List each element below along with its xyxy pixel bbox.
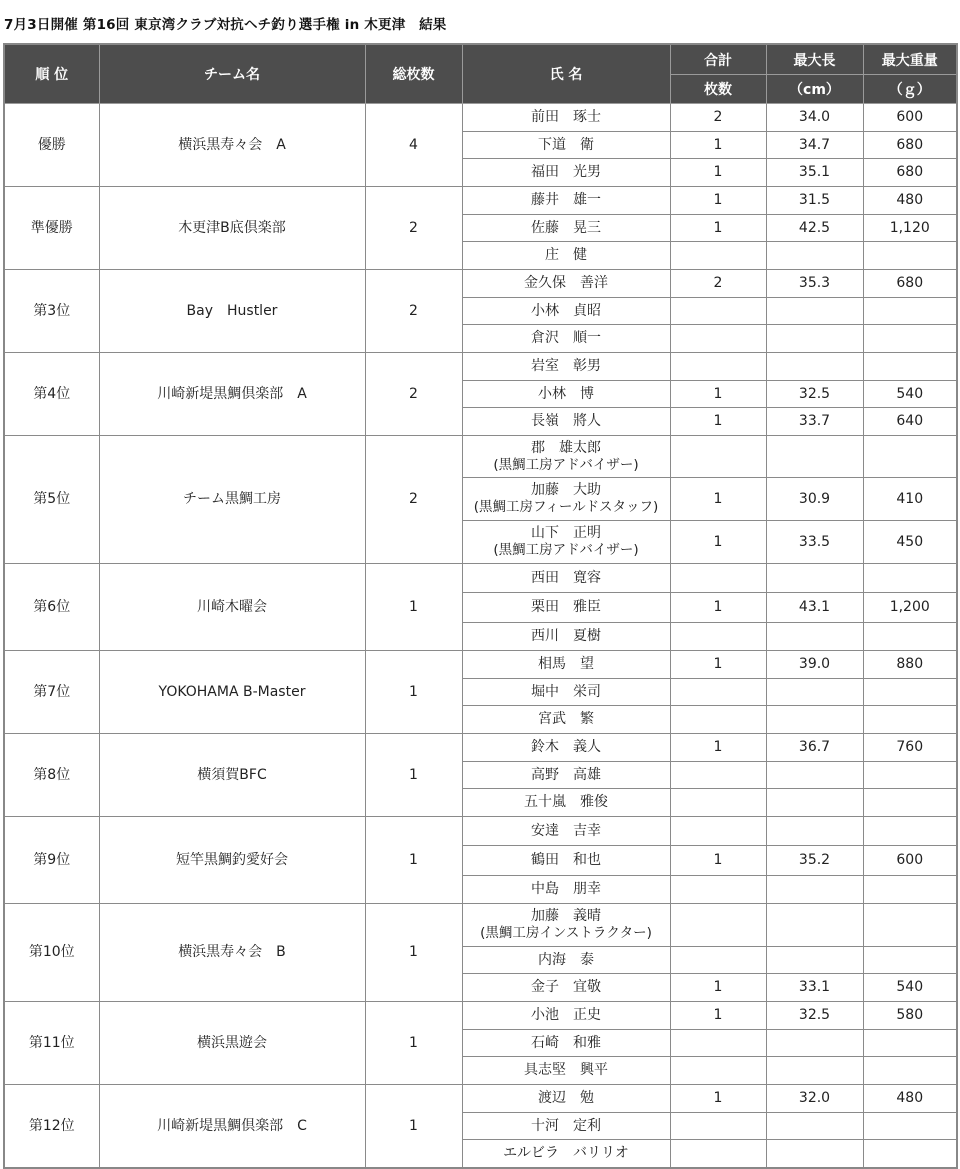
member-name: 郡 雄太郎	[531, 439, 601, 456]
team-cell: 木更津B底倶楽部	[99, 187, 365, 270]
count-cell: 1	[670, 478, 766, 521]
rank-cell: 第4位	[4, 353, 99, 436]
total-cell: 4	[365, 104, 462, 187]
weight-cell	[863, 1030, 957, 1057]
member-name-cell	[462, 1057, 670, 1085]
length-cell: 33.7	[766, 408, 863, 436]
team-cell: YOKOHAMA B-Master	[99, 651, 365, 734]
count-cell	[670, 904, 766, 947]
total-cell: 2	[365, 436, 462, 564]
header-count-bottom: 枚数	[670, 75, 766, 104]
count-cell	[670, 564, 766, 593]
length-cell	[766, 789, 863, 817]
member-name: 西川 夏樹	[531, 628, 601, 644]
total-cell: 2	[365, 353, 462, 436]
total-cell: 1	[365, 564, 462, 651]
length-cell: 34.0	[766, 104, 863, 132]
member-name: 長嶺 將人	[531, 413, 601, 429]
rank-cell: 第7位	[4, 651, 99, 734]
member-name-cell	[462, 789, 670, 817]
team-cell: 横浜黒寿々会 B	[99, 904, 365, 1002]
member-name-cell	[462, 651, 670, 679]
member-name-cell	[462, 436, 670, 478]
member-name: 五十嵐 雅俊	[524, 794, 608, 810]
member-affiliation: (黒鯛工房アドバイザー)	[493, 542, 639, 558]
table-row	[4, 1085, 957, 1113]
member-name-cell	[462, 187, 670, 215]
member-name-cell	[462, 1002, 670, 1030]
table-row	[4, 187, 957, 215]
weight-cell	[863, 564, 957, 593]
weight-cell	[863, 1140, 957, 1169]
member-name: 具志堅 興平	[524, 1062, 608, 1078]
member-name: 栗田 雅臣	[531, 599, 601, 615]
length-cell	[766, 298, 863, 325]
member-name: 佐藤 晃三	[531, 219, 601, 236]
member-name: 庄 健	[545, 247, 587, 263]
team-cell: チーム黒鯛工房	[99, 436, 365, 564]
weight-cell	[863, 947, 957, 974]
table-row	[4, 564, 957, 593]
total-cell: 1	[365, 904, 462, 1002]
total-cell: 1	[365, 1002, 462, 1085]
weight-cell	[863, 876, 957, 904]
weight-cell	[863, 242, 957, 270]
member-name: 藤井 雄一	[531, 192, 601, 208]
table-header	[4, 44, 957, 104]
member-name-cell	[462, 564, 670, 593]
team-cell: 短竿黒鯛釣愛好会	[99, 817, 365, 904]
count-cell: 1	[670, 651, 766, 679]
member-name-cell	[462, 1113, 670, 1140]
member-name: 内海 泰	[538, 951, 594, 968]
total-cell: 2	[365, 187, 462, 270]
member-name-cell	[462, 325, 670, 353]
member-name: 金子 宜敬	[531, 979, 601, 995]
table-row	[4, 436, 957, 478]
member-name: 高野 高雄	[531, 766, 601, 783]
weight-cell	[863, 623, 957, 651]
member-name-cell	[462, 270, 670, 298]
weight-cell: 640	[863, 408, 957, 436]
member-name-cell	[462, 1085, 670, 1113]
count-cell	[670, 817, 766, 846]
member-name: 堀中 栄司	[531, 683, 601, 700]
member-name-cell	[462, 817, 670, 846]
length-cell: 31.5	[766, 187, 863, 215]
weight-cell: 540	[863, 974, 957, 1002]
member-name: エルビラ バリリオ	[503, 1145, 629, 1161]
count-cell	[670, 706, 766, 734]
count-cell: 2	[670, 270, 766, 298]
weight-cell: 450	[863, 521, 957, 564]
length-cell: 33.1	[766, 974, 863, 1002]
results-table	[3, 43, 958, 1169]
length-cell: 34.7	[766, 132, 863, 159]
length-cell: 32.5	[766, 381, 863, 408]
member-name-cell	[462, 623, 670, 651]
weight-cell: 680	[863, 270, 957, 298]
count-cell: 1	[670, 381, 766, 408]
count-cell	[670, 947, 766, 974]
member-name-cell	[462, 876, 670, 904]
member-name-cell	[462, 706, 670, 734]
length-cell	[766, 904, 863, 947]
table-row	[4, 904, 957, 947]
weight-cell	[863, 1057, 957, 1085]
weight-cell: 680	[863, 132, 957, 159]
count-cell	[670, 762, 766, 789]
member-name-cell	[462, 1030, 670, 1057]
member-name: 鈴木 義人	[531, 739, 601, 755]
length-cell: 33.5	[766, 521, 863, 564]
length-cell	[766, 242, 863, 270]
table-row	[4, 651, 957, 679]
member-affiliation: (黒鯛工房インストラクター)	[480, 925, 652, 941]
member-name: 鶴田 和也	[531, 852, 601, 868]
count-cell	[670, 1140, 766, 1169]
team-cell: 川崎新堤黒鯛倶楽部 C	[99, 1085, 365, 1169]
count-cell	[670, 1057, 766, 1085]
weight-cell: 680	[863, 159, 957, 187]
member-name: 前田 琢士	[531, 109, 601, 125]
weight-cell	[863, 762, 957, 789]
weight-cell: 410	[863, 478, 957, 521]
count-cell	[670, 353, 766, 381]
length-cell	[766, 706, 863, 734]
weight-cell: 1,200	[863, 593, 957, 623]
length-cell	[766, 353, 863, 381]
member-name: 加藤 義晴	[531, 908, 601, 924]
team-cell: 横浜黒遊会	[99, 1002, 365, 1085]
table-row	[4, 734, 957, 762]
member-affiliation: (黒鯛工房アドバイザー)	[493, 456, 639, 473]
table-row	[4, 1002, 957, 1030]
total-cell: 1	[365, 651, 462, 734]
member-name: 十河 定利	[531, 1117, 601, 1134]
count-cell	[670, 789, 766, 817]
total-cell: 1	[365, 1085, 462, 1169]
member-name-cell	[462, 734, 670, 762]
length-cell	[766, 564, 863, 593]
member-name-cell	[462, 478, 670, 521]
weight-cell: 480	[863, 1085, 957, 1113]
rank-cell: 第11位	[4, 1002, 99, 1085]
member-name-cell	[462, 132, 670, 159]
member-name-cell	[462, 521, 670, 564]
member-name-cell	[462, 159, 670, 187]
rank-cell: 第8位	[4, 734, 99, 817]
weight-cell	[863, 298, 957, 325]
length-cell	[766, 325, 863, 353]
count-cell	[670, 1030, 766, 1057]
member-name: 渡辺 勉	[538, 1090, 594, 1106]
length-cell	[766, 436, 863, 478]
total-cell: 1	[365, 817, 462, 904]
count-cell: 2	[670, 104, 766, 132]
member-name-cell	[462, 947, 670, 974]
count-cell: 1	[670, 1002, 766, 1030]
header-rank: 順 位	[4, 44, 99, 104]
length-cell	[766, 1140, 863, 1169]
member-name: 山下 正明	[531, 525, 601, 541]
rank-cell: 第9位	[4, 817, 99, 904]
table-row	[4, 817, 957, 846]
count-cell: 1	[670, 215, 766, 242]
rank-cell: 準優勝	[4, 187, 99, 270]
member-name: 安達 吉幸	[531, 822, 601, 839]
length-cell: 39.0	[766, 651, 863, 679]
length-cell: 30.9	[766, 478, 863, 521]
count-cell	[670, 623, 766, 651]
count-cell: 1	[670, 408, 766, 436]
member-name-cell	[462, 846, 670, 876]
table-row	[4, 104, 957, 132]
header-count-top: 合計	[670, 44, 766, 75]
weight-cell	[863, 679, 957, 706]
count-cell: 1	[670, 187, 766, 215]
count-cell: 1	[670, 521, 766, 564]
count-cell	[670, 325, 766, 353]
team-cell: 横浜黒寿々会 A	[99, 104, 365, 187]
member-name: 加藤 大助	[531, 482, 601, 498]
weight-cell	[863, 436, 957, 478]
weight-cell: 580	[863, 1002, 957, 1030]
weight-cell	[863, 789, 957, 817]
member-name: 小林 博	[538, 385, 594, 402]
rank-cell: 第10位	[4, 904, 99, 1002]
page-title: 7月3日開催 第16回 東京湾クラブ対抗ヘチ釣り選手権 in 木更津 結果	[4, 17, 447, 33]
count-cell: 1	[670, 734, 766, 762]
count-cell: 1	[670, 974, 766, 1002]
weight-cell	[863, 1113, 957, 1140]
member-name: 岩室 彰男	[531, 358, 601, 374]
length-cell	[766, 1057, 863, 1085]
length-cell	[766, 817, 863, 846]
member-name: 西田 寛容	[531, 569, 601, 586]
team-cell: 川崎新堤黒鯛倶楽部 A	[99, 353, 365, 436]
member-name-cell	[462, 104, 670, 132]
member-name: 下道 衛	[538, 136, 594, 153]
weight-cell: 600	[863, 846, 957, 876]
member-name-cell	[462, 298, 670, 325]
length-cell	[766, 623, 863, 651]
length-cell: 35.1	[766, 159, 863, 187]
length-cell	[766, 1030, 863, 1057]
table-row	[4, 270, 957, 298]
count-cell: 1	[670, 159, 766, 187]
length-cell: 43.1	[766, 593, 863, 623]
count-cell	[670, 1113, 766, 1140]
weight-cell: 480	[863, 187, 957, 215]
length-cell	[766, 679, 863, 706]
length-cell: 35.2	[766, 846, 863, 876]
member-affiliation: (黒鯛工房フィールドスタッフ)	[473, 499, 659, 515]
weight-cell	[863, 904, 957, 947]
member-name: 福田 光男	[531, 164, 601, 180]
count-cell	[670, 679, 766, 706]
header-weight-top: 最大重量	[863, 44, 957, 75]
count-cell: 1	[670, 846, 766, 876]
rank-cell: 第12位	[4, 1085, 99, 1169]
member-name-cell	[462, 593, 670, 623]
rank-cell: 第5位	[4, 436, 99, 564]
total-cell: 1	[365, 734, 462, 817]
member-name: 石崎 和雅	[531, 1034, 601, 1051]
weight-cell: 540	[863, 381, 957, 408]
team-cell: 川崎木曜会	[99, 564, 365, 651]
member-name: 小池 正史	[531, 1007, 601, 1023]
member-name: 中島 朋幸	[531, 881, 601, 897]
header-weight-bottom: （ｇ）	[863, 75, 957, 104]
count-cell	[670, 876, 766, 904]
member-name-cell	[462, 408, 670, 436]
member-name-cell	[462, 974, 670, 1002]
length-cell	[766, 947, 863, 974]
count-cell: 1	[670, 1085, 766, 1113]
team-cell: 横須賀BFC	[99, 734, 365, 817]
weight-cell: 760	[863, 734, 957, 762]
count-cell: 1	[670, 132, 766, 159]
weight-cell: 880	[863, 651, 957, 679]
length-cell: 35.3	[766, 270, 863, 298]
header-team: チーム名	[99, 44, 365, 104]
rank-cell: 第3位	[4, 270, 99, 353]
member-name: 宮武 繁	[538, 711, 594, 727]
length-cell	[766, 762, 863, 789]
weight-cell: 1,120	[863, 215, 957, 242]
length-cell: 42.5	[766, 215, 863, 242]
weight-cell	[863, 353, 957, 381]
length-cell: 32.0	[766, 1085, 863, 1113]
weight-cell	[863, 325, 957, 353]
weight-cell	[863, 817, 957, 846]
length-cell	[766, 1113, 863, 1140]
member-name-cell	[462, 1140, 670, 1169]
member-name-cell	[462, 353, 670, 381]
total-cell: 2	[365, 270, 462, 353]
header-length-bottom: （cm）	[766, 75, 863, 104]
rank-cell: 優勝	[4, 104, 99, 187]
member-name-cell	[462, 762, 670, 789]
count-cell	[670, 436, 766, 478]
member-name-cell	[462, 381, 670, 408]
member-name: 小林 貞昭	[531, 302, 601, 319]
member-name-cell	[462, 904, 670, 947]
weight-cell	[863, 706, 957, 734]
length-cell	[766, 876, 863, 904]
member-name: 相馬 望	[538, 656, 594, 672]
member-name-cell	[462, 242, 670, 270]
header-total: 総枚数	[365, 44, 462, 104]
length-cell: 32.5	[766, 1002, 863, 1030]
header-name: 氏 名	[462, 44, 670, 104]
weight-cell: 600	[863, 104, 957, 132]
team-cell: Bay Hustler	[99, 270, 365, 353]
member-name: 金久保 善洋	[524, 275, 608, 291]
member-name-cell	[462, 215, 670, 242]
length-cell: 36.7	[766, 734, 863, 762]
member-name: 倉沢 順一	[531, 330, 601, 346]
table-body	[4, 104, 957, 1169]
header-length-top: 最大長	[766, 44, 863, 75]
count-cell	[670, 242, 766, 270]
table-row	[4, 353, 957, 381]
rank-cell: 第6位	[4, 564, 99, 651]
count-cell	[670, 298, 766, 325]
member-name-cell	[462, 679, 670, 706]
count-cell: 1	[670, 593, 766, 623]
